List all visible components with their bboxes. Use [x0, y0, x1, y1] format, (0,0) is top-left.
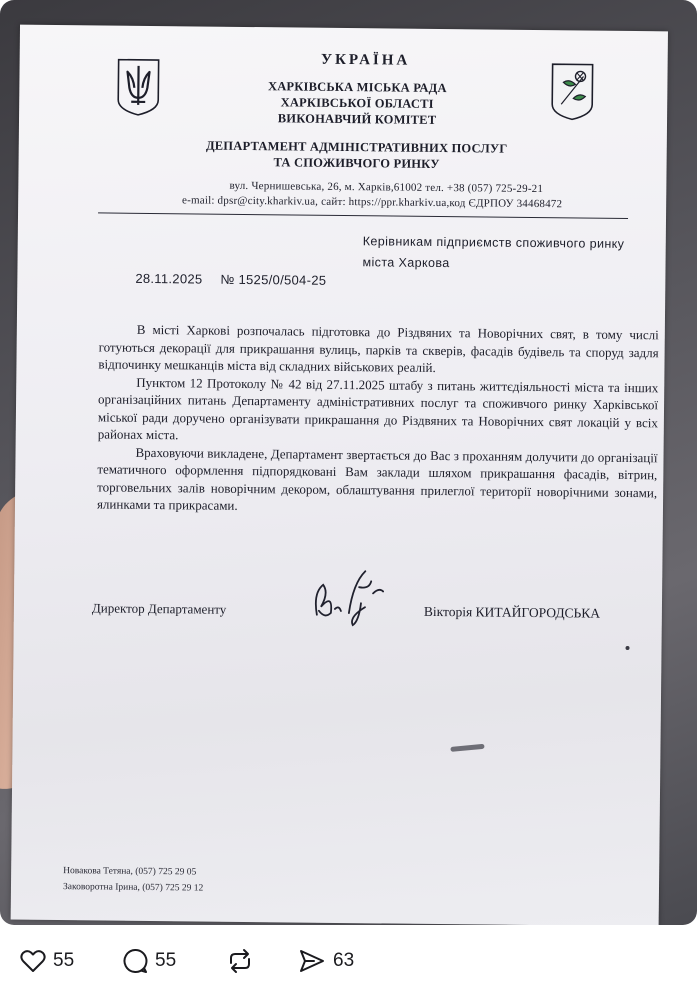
signatory-title: Директор Департаменту	[91, 600, 227, 617]
comment-button[interactable]	[122, 946, 176, 976]
letterhead-country: УКРАЇНА	[320, 51, 411, 69]
letterhead-executive: ВИКОНАВЧИЙ КОМІТЕТ	[277, 111, 437, 127]
ink-smudge	[450, 744, 484, 752]
letter-date: 28.11.2025	[135, 270, 203, 287]
heart-icon	[20, 949, 46, 973]
executor-contact: Заковоротна Ірина, (057) 725 29 12	[62, 882, 204, 894]
letterhead-department-cont: ТА СПОЖИВЧОГО РИНКУ	[273, 155, 440, 172]
letterhead-divider	[98, 212, 628, 219]
executor-contact: Новакова Тетяна, (057) 725 29 05	[63, 866, 197, 878]
letter-paragraph: Враховуючи викладене, Департамент звертається до Вас з проханням долучити до організації тематичного оформлення підпорядковані Вам заклади шляхом прикрашання фасадів, вітрин, торговельних залів новорічним декором, облаштування прилеглої території новорічними зонами, ялинками та прикрасами.	[96, 444, 658, 513]
letterhead-region: ХАРКІВСЬКОЇ ОБЛАСТІ	[280, 95, 434, 111]
letterhead-council: ХАРКІВСЬКА МІСЬКА РАДА	[267, 79, 447, 96]
letter-outgoing-ref	[135, 271, 340, 288]
letter-recipient: Керівникам підприємств споживчого ринку міста Харкова	[362, 234, 625, 271]
like-count: 55	[53, 950, 75, 971]
letter-paragraph: В місті Харкові розпочалась підготовка до Різдвяних та Новорічних свят, в тому числі готуються декорації для прикрашання вулиць, парків та скверів, фасадів будівель та споруд задля відпочинку мешканців міста від складних військових реалій.	[98, 321, 659, 375]
letter-body	[97, 320, 659, 518]
share-button[interactable]	[298, 946, 354, 976]
post-action-bar	[0, 940, 697, 980]
comment-bubble-icon	[122, 948, 148, 974]
send-icon	[298, 948, 326, 974]
share-count: 63	[333, 950, 355, 971]
handwritten-signature	[309, 563, 400, 629]
letter-document	[11, 25, 668, 925]
comment-count: 55	[155, 950, 177, 971]
repost-button[interactable]	[226, 946, 261, 976]
signatory-name: Вікторія КИТАЙГОРОДСЬКА	[423, 603, 601, 621]
letterhead-address: вул. Чернишевська, 26, м. Харків,61002 тел. +38 (057) 725-29-21	[229, 179, 544, 196]
letterhead-contacts: e-mail: dpsr@city.kharkiv.ua, сайт: https://ppr.kharkiv.ua,код ЄДРПОУ 34468472	[182, 194, 563, 211]
like-button[interactable]	[20, 946, 74, 976]
ink-dot	[626, 646, 630, 650]
letter-paragraph: Пунктом 12 Протоколу № 42 від 27.11.2025 штабу з питань життєдіяльності міста та інших організаційних питань Департаменту адміністративних послуг та споживчого ринку Харківської міської ради доручено організувати прикрашання до Різдвяних та Новорічних свят локацій у всіх районах міста.	[97, 374, 659, 443]
repost-icon	[226, 948, 254, 974]
letterhead-department: ДЕПАРТАМЕНТ АДМІНІСТРАТИВНИХ ПОСЛУГ	[205, 138, 508, 156]
letter-number: № 1525/0/504-25	[220, 271, 327, 288]
